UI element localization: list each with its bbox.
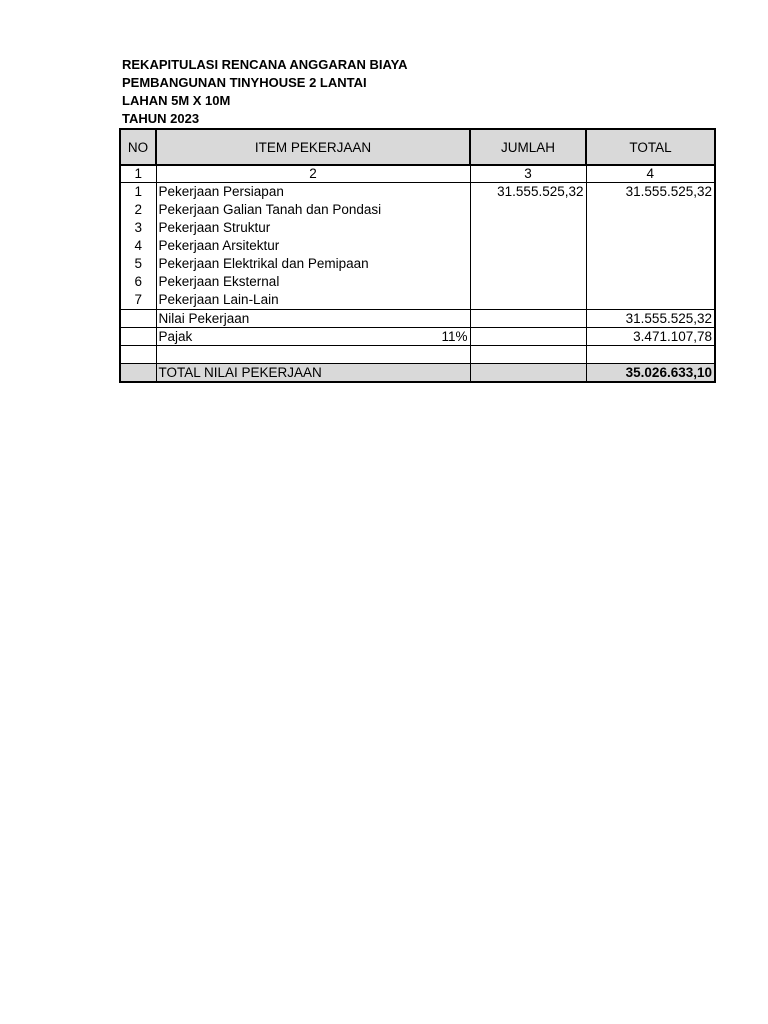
pajak-total: 3.471.107,78 bbox=[586, 328, 715, 346]
header-no: NO bbox=[120, 129, 156, 165]
empty-cell bbox=[156, 346, 470, 364]
row-jumlah bbox=[470, 273, 586, 291]
empty-cell bbox=[470, 346, 586, 364]
row-item: Pekerjaan Struktur bbox=[156, 219, 470, 237]
row-no: 2 bbox=[120, 201, 156, 219]
row-no: 7 bbox=[120, 291, 156, 310]
pajak-row bbox=[120, 328, 715, 346]
empty-cell bbox=[120, 310, 156, 328]
row-total: 31.555.525,32 bbox=[586, 183, 715, 202]
table-row bbox=[120, 219, 715, 237]
row-total bbox=[586, 201, 715, 219]
empty-cell bbox=[470, 328, 586, 346]
grand-total-label: TOTAL NILAI PEKERJAAN bbox=[156, 364, 470, 383]
grand-total-row bbox=[120, 364, 715, 383]
grand-total-value: 35.026.633,10 bbox=[586, 364, 715, 383]
empty-cell bbox=[120, 346, 156, 364]
row-total bbox=[586, 237, 715, 255]
row-item: Pekerjaan Elektrikal dan Pemipaan bbox=[156, 255, 470, 273]
pajak-label: Pajak bbox=[158, 329, 193, 344]
row-item: Pekerjaan Galian Tanah dan Pondasi bbox=[156, 201, 470, 219]
table-row bbox=[120, 273, 715, 291]
row-item: Pekerjaan Eksternal bbox=[156, 273, 470, 291]
budget-recap-table bbox=[119, 128, 716, 383]
row-jumlah bbox=[470, 291, 586, 310]
colnum-item: 2 bbox=[156, 165, 470, 183]
table-row bbox=[120, 183, 715, 202]
blank-row bbox=[120, 346, 715, 364]
row-no: 6 bbox=[120, 273, 156, 291]
row-jumlah: 31.555.525,32 bbox=[470, 183, 586, 202]
nilai-pekerjaan-total: 31.555.525,32 bbox=[586, 310, 715, 328]
title-block bbox=[122, 56, 408, 128]
row-total bbox=[586, 291, 715, 310]
nilai-pekerjaan-row bbox=[120, 310, 715, 328]
row-jumlah bbox=[470, 255, 586, 273]
row-total bbox=[586, 273, 715, 291]
column-number-row bbox=[120, 165, 715, 183]
empty-cell bbox=[470, 310, 586, 328]
title-line-1: REKAPITULASI RENCANA ANGGARAN BIAYA bbox=[122, 57, 408, 72]
row-no: 3 bbox=[120, 219, 156, 237]
pajak-cell bbox=[156, 328, 470, 346]
header-jumlah: JUMLAH bbox=[470, 129, 586, 165]
title-line-2: PEMBANGUNAN TINYHOUSE 2 LANTAI bbox=[122, 75, 367, 90]
pajak-percent: 11% bbox=[441, 329, 468, 344]
table-row bbox=[120, 237, 715, 255]
table-row bbox=[120, 201, 715, 219]
empty-cell bbox=[120, 328, 156, 346]
nilai-pekerjaan-label: Nilai Pekerjaan bbox=[156, 310, 470, 328]
header-total: TOTAL bbox=[586, 129, 715, 165]
row-item: Pekerjaan Persiapan bbox=[156, 183, 470, 202]
row-jumlah bbox=[470, 219, 586, 237]
row-jumlah bbox=[470, 201, 586, 219]
header-item: ITEM PEKERJAAN bbox=[156, 129, 470, 165]
table-row bbox=[120, 255, 715, 273]
empty-cell bbox=[120, 364, 156, 383]
title-line-3: LAHAN 5M X 10M bbox=[122, 93, 231, 108]
row-total bbox=[586, 219, 715, 237]
empty-cell bbox=[470, 364, 586, 383]
row-item: Pekerjaan Lain-Lain bbox=[156, 291, 470, 310]
row-item: Pekerjaan Arsitektur bbox=[156, 237, 470, 255]
table-header-row bbox=[120, 129, 715, 165]
colnum-jumlah: 3 bbox=[470, 165, 586, 183]
row-total bbox=[586, 255, 715, 273]
empty-cell bbox=[586, 346, 715, 364]
title-line-4: TAHUN 2023 bbox=[122, 111, 200, 126]
colnum-total: 4 bbox=[586, 165, 715, 183]
row-no: 1 bbox=[120, 183, 156, 202]
row-no: 4 bbox=[120, 237, 156, 255]
row-jumlah bbox=[470, 237, 586, 255]
table-row bbox=[120, 291, 715, 310]
colnum-no: 1 bbox=[120, 165, 156, 183]
row-no: 5 bbox=[120, 255, 156, 273]
